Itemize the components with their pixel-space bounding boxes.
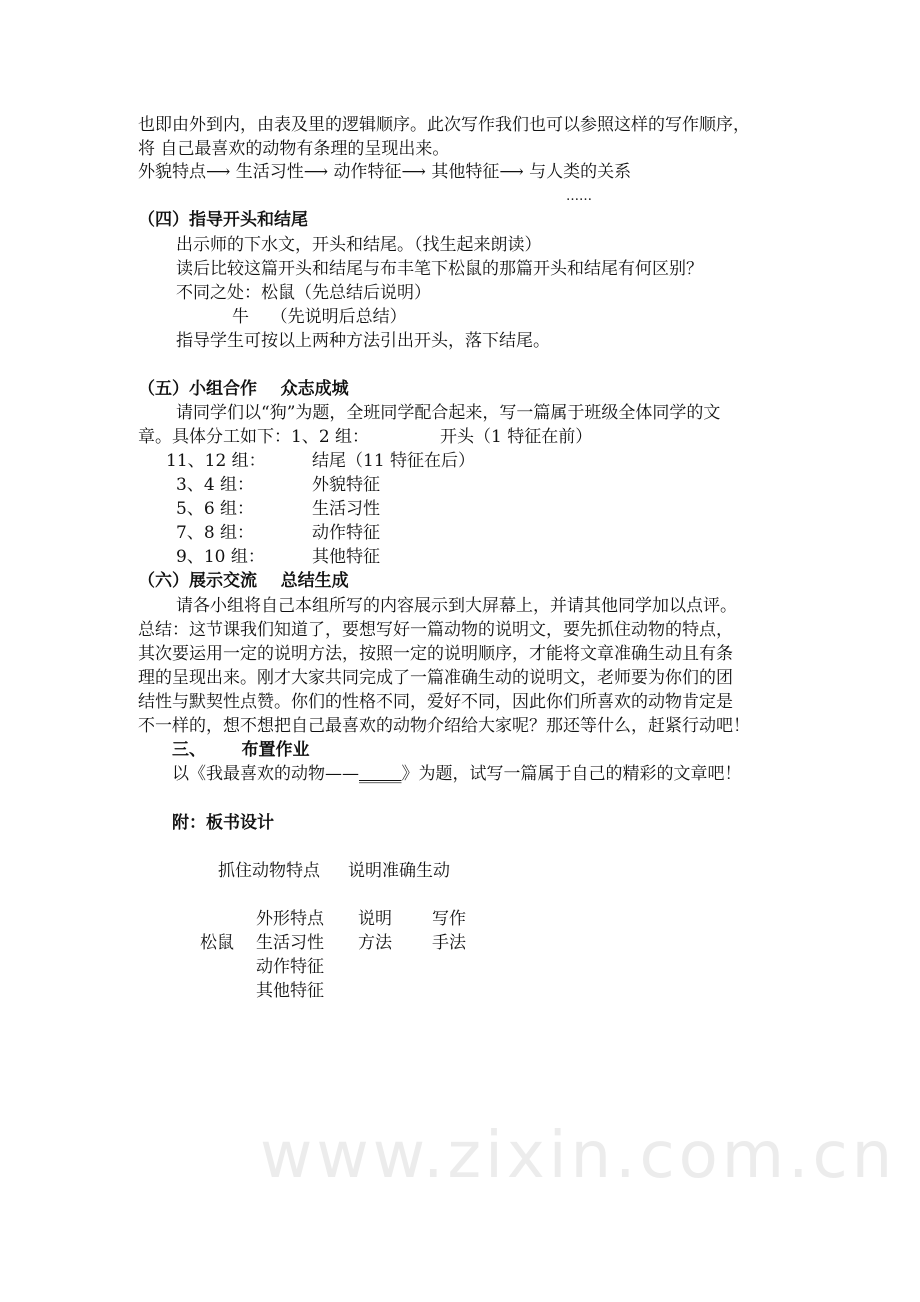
- section-4-heading: （四）指导开头和结尾: [138, 210, 308, 230]
- writing-sequence: 外貌特点⟶ 生活习性⟶ 动作特征⟶ 其他特征⟶ 与人类的关系: [138, 162, 632, 182]
- group-task: 生活习性: [312, 499, 380, 519]
- board-col3: 写作: [432, 909, 466, 929]
- board-title-left: 抓住动物特点: [218, 861, 320, 881]
- board-feature: 生活习性: [256, 933, 324, 953]
- group-task: 开头（1 特征在前）: [440, 427, 593, 447]
- watermark: www.zixin.com.cn: [260, 1119, 897, 1193]
- group-label: 9、10 组：: [176, 547, 265, 567]
- group-task: 动作特征: [312, 523, 380, 543]
- section-4-line: 牛 （先说明后总结）: [232, 307, 407, 327]
- board-feature: 动作特征: [256, 957, 324, 977]
- section-4-line: 指导学生可按以上两种方法引出开头，落下结尾。: [176, 331, 550, 351]
- section-6-line: 结性与默契性点赞。你们的性格不同，爱好不同，因此你们所喜欢的动物肯定是: [138, 692, 733, 712]
- section-6-heading: （六）展示交流 总结生成: [138, 571, 349, 591]
- homework-text-before: 以《我最喜欢的动物——: [172, 764, 359, 784]
- section-6-line: 请各小组将自己本组所写的内容展示到大屏幕上，并请其他同学加以点评。: [176, 596, 737, 616]
- section-4-line: 不同之处：松鼠（先总结后说明）: [176, 283, 431, 303]
- board-feature: 外形特点: [256, 909, 324, 929]
- section-5-para-2: 章。具体分工如下：1、2 组：: [138, 427, 370, 447]
- section-6-line: 理的呈现出来。刚才大家共同完成了一篇准确生动的说明文，老师要为你们的团: [138, 668, 733, 688]
- board-heading: 附：板书设计: [172, 813, 274, 833]
- board-col3: 手法: [432, 933, 466, 953]
- section-6-line: 不一样的，想不想把自己最喜欢的动物介绍给大家呢？那还等什么，赶紧行动吧！: [138, 716, 750, 736]
- section-6-line: 其次要运用一定的说明方法，按照一定的说明顺序，才能将文章准确生动且有条: [138, 644, 733, 664]
- homework-text: [172, 762, 742, 786]
- group-label: 7、8 组：: [176, 523, 255, 543]
- board-title-right: 说明准确生动: [348, 861, 450, 881]
- section-4-line: 出示师的下水文，开头和结尾。（找生起来朗读）: [176, 235, 542, 255]
- group-task: 结尾（11 特征在后）: [312, 451, 476, 471]
- group-task: 其他特征: [312, 547, 380, 567]
- homework-blank: _____: [359, 764, 402, 784]
- group-label: 3、4 组：: [176, 475, 255, 495]
- group-label: 5、6 组：: [176, 499, 255, 519]
- board-col2: 说明: [358, 909, 392, 929]
- section-5-para-1: 请同学们以“狗”为题，全班同学配合起来，写一篇属于班级全体同学的文: [176, 403, 721, 423]
- homework-text-after: 》为题，试写一篇属于自己的精彩的文章吧！: [401, 764, 742, 784]
- intro-line-1: 也即由外到内，由表及里的逻辑顺序。此次写作我们也可以参照这样的写作顺序，: [138, 115, 750, 135]
- board-col2: 方法: [358, 933, 392, 953]
- group-label: 11、12 组：: [166, 451, 266, 471]
- homework-heading: 三、 布置作业: [172, 740, 310, 760]
- ellipsis: ……: [566, 189, 592, 204]
- board-subject: 松鼠: [200, 933, 234, 953]
- section-4-line: 读后比较这篇开头和结尾与布丰笔下松鼠的那篇开头和结尾有何区别？: [176, 259, 703, 279]
- intro-line-2: 将 自己最喜欢的动物有条理的呈现出来。: [138, 139, 450, 159]
- section-5-heading: （五）小组合作 众志成城: [138, 379, 349, 399]
- section-6-line: 总结：这节课我们知道了，要想写好一篇动物的说明文，要先抓住动物的特点，: [138, 620, 733, 640]
- group-task: 外貌特征: [312, 475, 380, 495]
- board-feature: 其他特征: [256, 981, 324, 1001]
